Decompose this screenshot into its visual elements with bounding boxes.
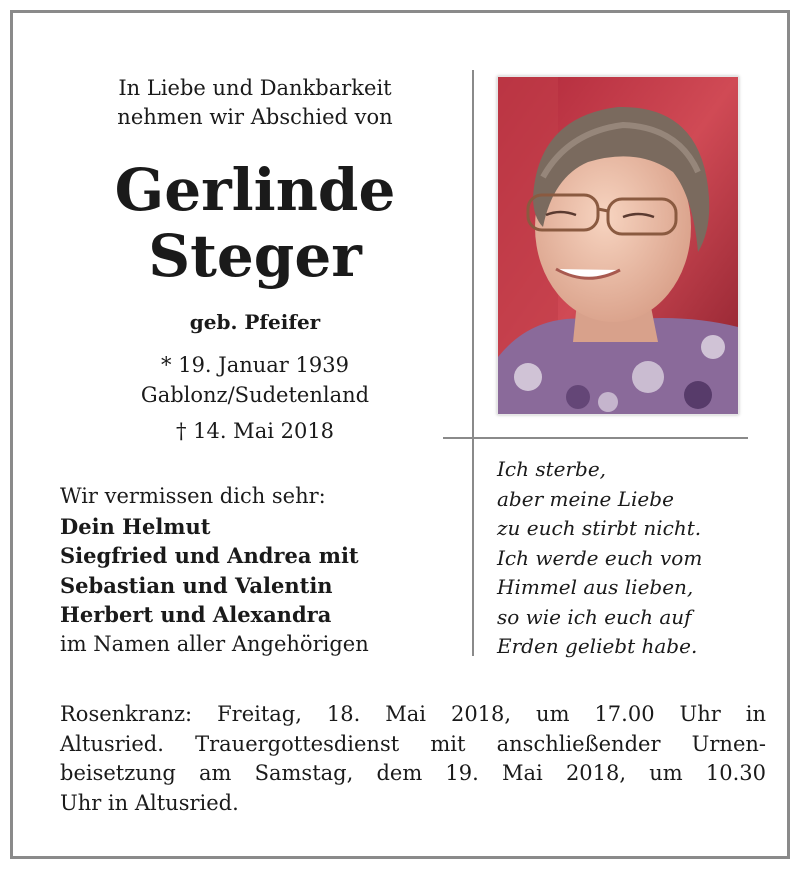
last-name: Steger bbox=[148, 222, 362, 290]
mourner-name: Dein Helmut bbox=[60, 513, 211, 539]
service-info bbox=[60, 700, 766, 818]
service-line: Altusried. Trauergottesdienst mit anschließender Urnen- bbox=[60, 731, 766, 756]
portrait-icon bbox=[498, 77, 738, 414]
service-line: Uhr in Altusried. bbox=[60, 790, 239, 815]
service-line: beisetzung am Samstag, dem 19. Mai 2018, um 10.30 bbox=[60, 761, 766, 785]
birth-place: Gablonz/Sudetenland bbox=[140, 383, 370, 407]
verse-line: Himmel aus lieben, bbox=[497, 575, 694, 599]
verse-line: so wie ich euch auf bbox=[497, 604, 692, 629]
verse-block bbox=[497, 455, 702, 662]
intro-line: In Liebe und Dankbarkeit bbox=[118, 76, 392, 100]
mourner-name: Sebastian und Valentin bbox=[60, 572, 333, 598]
vertical-divider bbox=[472, 70, 474, 656]
mourners-block bbox=[60, 482, 369, 659]
verse-line: zu euch stirbt nicht. bbox=[497, 516, 702, 540]
death-date: † 14. Mai 2018 bbox=[175, 419, 335, 443]
mourner-name: Siegfried und Andrea mit bbox=[60, 543, 359, 568]
portrait-photo bbox=[497, 76, 739, 415]
mourner-name: Herbert und Alexandra bbox=[60, 602, 332, 627]
intro-text bbox=[40, 74, 470, 132]
verse-line: Ich sterbe, bbox=[497, 457, 607, 481]
horizontal-divider bbox=[443, 437, 748, 439]
mourners-closing: im Namen aller Angehörigen bbox=[60, 631, 369, 656]
verse-line: Ich werde euch vom bbox=[497, 545, 703, 570]
intro-line: nehmen wir Abschied von bbox=[117, 105, 393, 129]
maiden-name: geb. Pfeifer bbox=[189, 310, 321, 334]
first-name: Gerlinde bbox=[114, 156, 396, 224]
mourners-intro: Wir vermissen dich sehr: bbox=[60, 484, 326, 508]
verse-line: Erden geliebt habe. bbox=[497, 634, 698, 658]
birth-info bbox=[40, 350, 470, 410]
birth-date: * 19. Januar 1939 bbox=[161, 353, 349, 377]
service-line: Rosenkranz: Freitag, 18. Mai 2018, um 17.00 Uhr in bbox=[60, 702, 766, 726]
verse-line: aber meine Liebe bbox=[497, 486, 674, 511]
